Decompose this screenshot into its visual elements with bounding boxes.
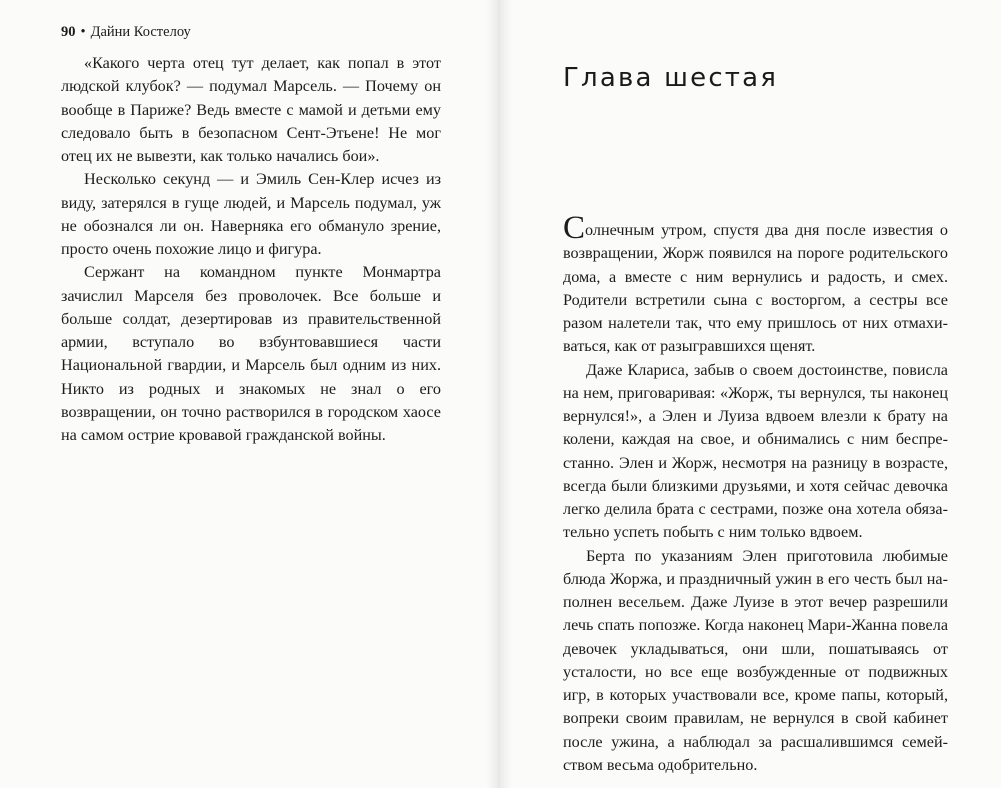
left-page-text (61, 52, 441, 447)
paragraph: Берта по указаниям Элен приготовила любимые блюда Жоржа, и праздничный ужин в его честь был наполнен весельем. Даже Луизе в этот вечер разрешили лечь спать попозже. Когда наконец Мари-Жанна повела девочек укладываться, они шли, пошатываясь от усталости, но все еще возбужденные от подвижных игр, в которых участвовали все, кроме папы, который, вопреки своим правилам, не вернулся в свой кабинет после ужина, а наблюдал за расшалившимся семейством весьма одобрительно. (563, 546, 948, 774)
paragraph: «Какого черта отец тут делает, как попал в этот людской клубок? — подумал Марсель. — Почему он вообще в Париже? Ведь вместе с мамой и детьми ему следовало быть в безопасном Сент-Этьене! Не мог отец их не вывезти, как только начались бои». (61, 54, 441, 165)
left-page (61, 22, 441, 447)
chapter-title: Глава шестая (563, 63, 779, 93)
paragraph: Несколько секунд — и Эмиль Сен-Клер исчез из виду, затерялся в гуще людей, и Марсель подумал, уж не обознался ли он. Наверняка его обмануло зрение, просто очень похожие лицо и фигура. (61, 170, 441, 258)
page-number: 90 (61, 24, 76, 40)
paragraph: Сержант на командном пункте Монмартра зачислил Марселя без проволочек. Все больше и больше солдат, дезертировав из правительственной армии, вступало во взбунтовавшиеся части Национальной гвардии, и Марсель был одним из них. Никто из родных и знакомых не знал о его возвращении, он точно растворился в городском хаосе на самом острие кровавой гражданской войны. (61, 263, 441, 444)
paragraph: Даже Клариса, забыв о своем достоинстве, повисла на нем, приговаривая: «Жорж, ты вернулся, ты наконец вернулся!», а Элен и Луиза вдвоем влезли к брату на колени, каждая на свое, и обнимались с ним беспрестанно. Элен и Жорж, несмотря на разницу в возрасте, всегда были близкими друзьями, и хотя сейчас девочка легко делила брата с сестрами, позже она хотела обязательно успеть побыть с ним только вдвоем. (563, 360, 948, 542)
opening-paragraph-text: олнечным утром, спустя два дня после известия о возвращении, Жорж появился на пороге родительского дома, а вместе с ним вернулись и радость, и смех. Родители встретили сына с восторгом, а сестры все разом налетели так, что ему пришлось от них отмахиваться, как от разыгравшихся щенят. (563, 221, 948, 356)
opening-paragraph (563, 210, 948, 359)
running-head (61, 22, 441, 42)
page-gutter (486, 0, 512, 788)
drop-cap: С (563, 210, 586, 246)
author-name: Дайни Костелоу (90, 24, 191, 40)
right-page-text (563, 210, 948, 777)
running-head-separator: • (80, 24, 86, 40)
right-page (563, 60, 948, 774)
